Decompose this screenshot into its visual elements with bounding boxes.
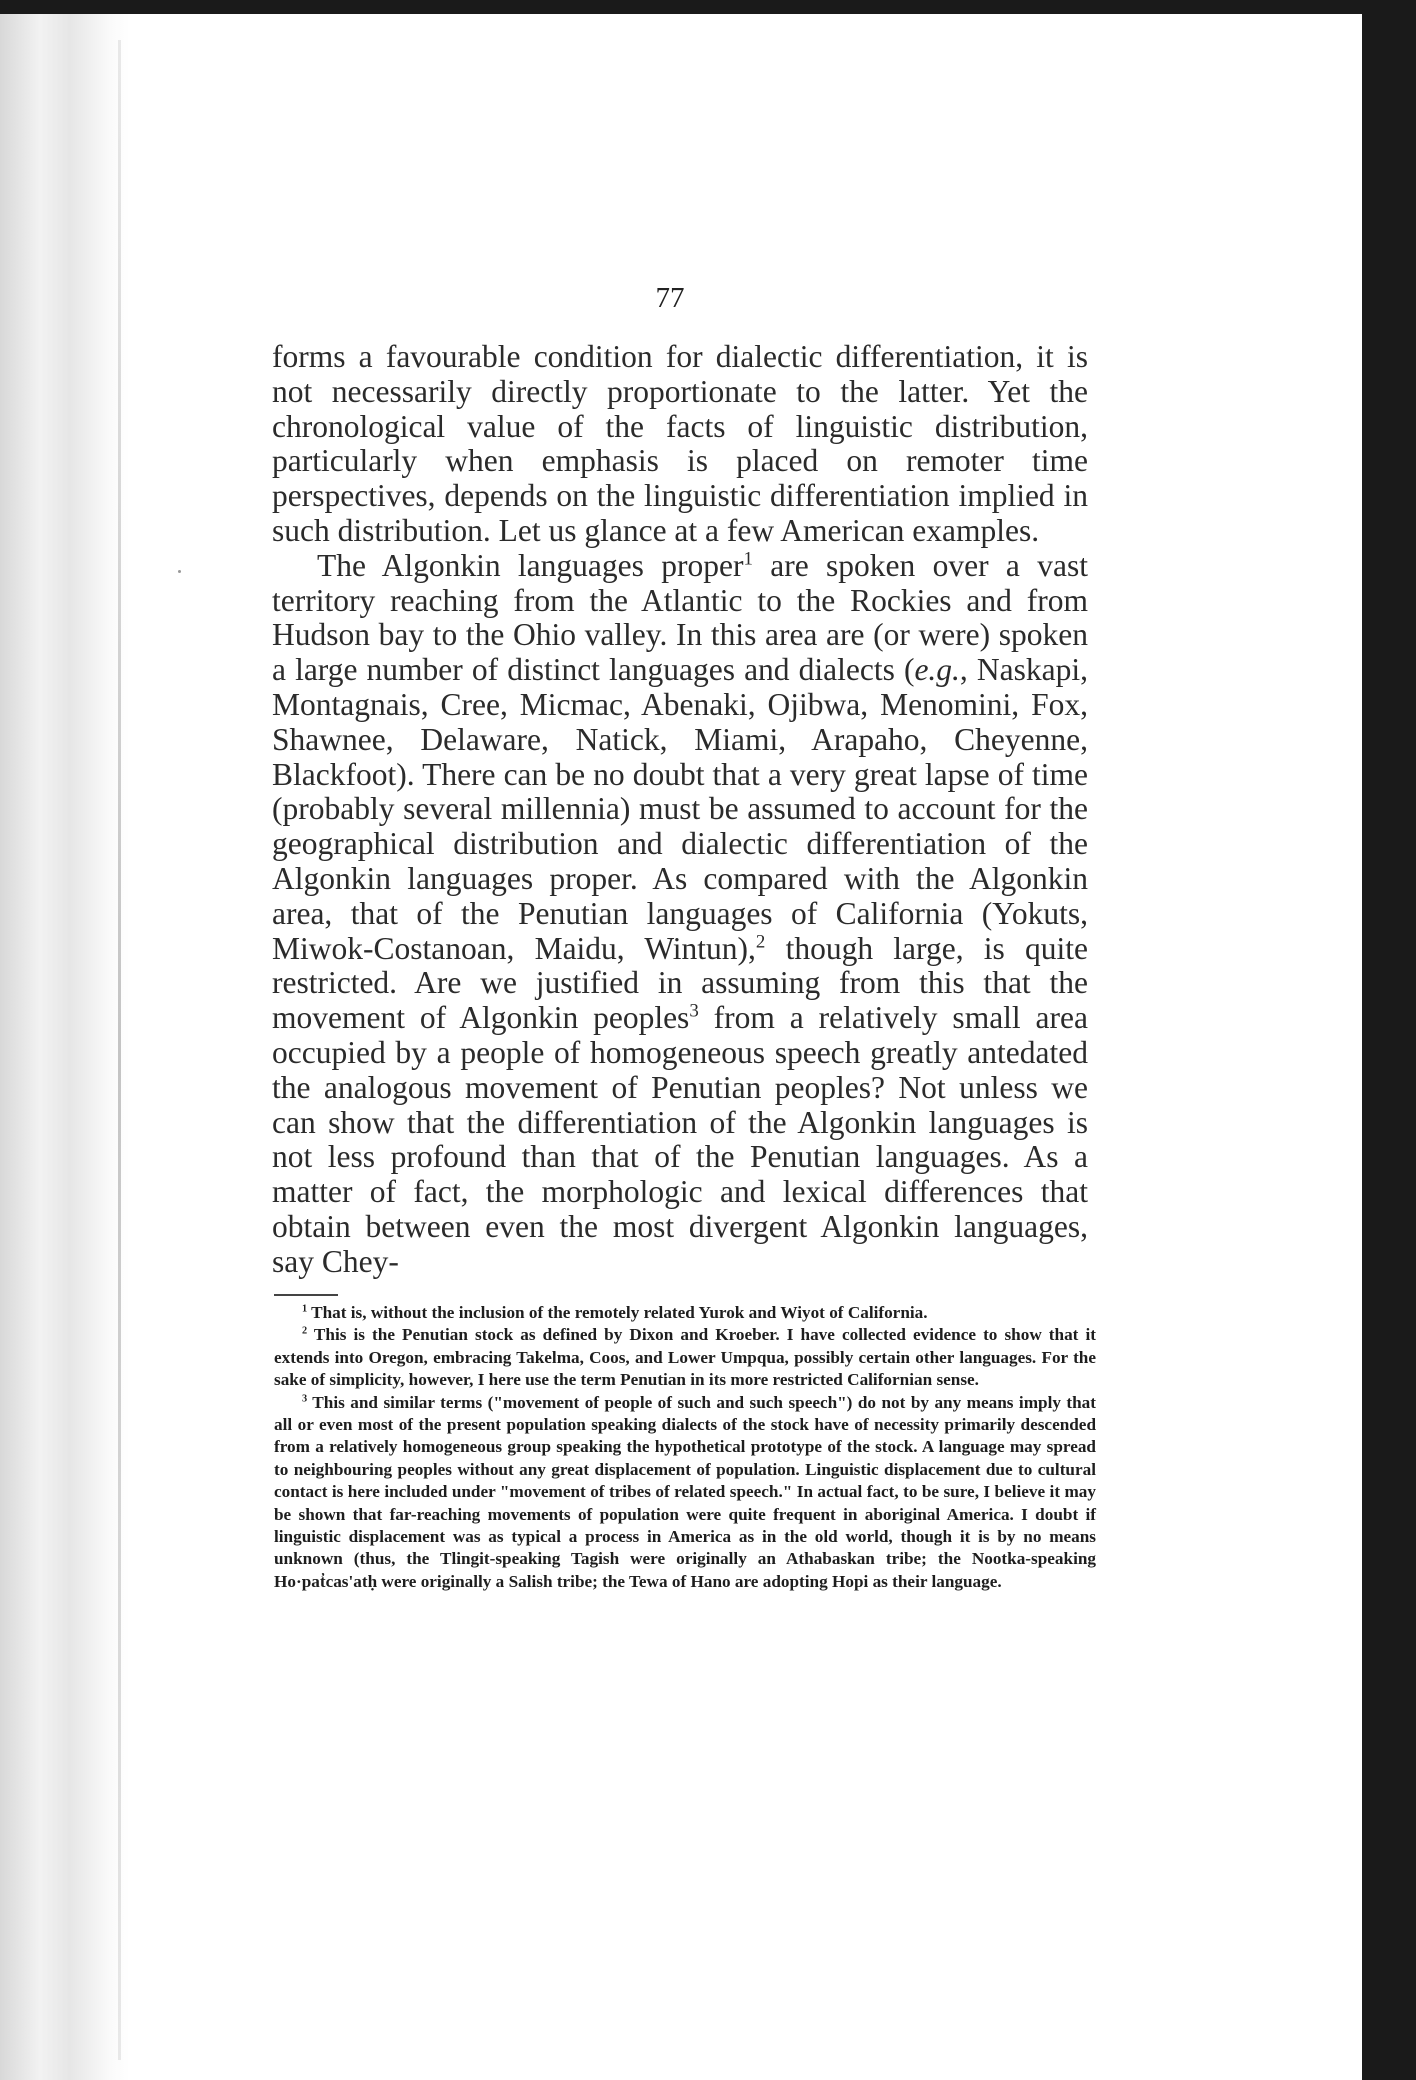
page-number: 77 <box>655 282 685 314</box>
text-run: forms a favourable condition for dialectic differentiation, it is not necessarily directly proportionate to the latter. Yet the chronological value of the facts of linguistic distribution, particularly when emphasis is placed on remoter time perspectives, depends on the linguistic differentiation implied in such distribution. Let us glance at a few American examples. <box>272 339 1088 548</box>
text-run: , Naskapi, Montagnais, Cree, Micmac, Abenaki, Ojibwa, Menomini, Fox, Shawnee, Delaware, Natick, Miami, Arapaho, Cheyenne, Blackfoot). There can be no doubt that a very great lapse of time (probably several millennia) must be assumed to account for the geographical distribution and dialectic differentiation of the Algonkin languages proper. As compared with the Algonkin area, that of the Penutian languages of California (Yokuts, Miwok-Costanoan, Maidu, Wintun), <box>272 652 1088 966</box>
text-run: The Algonkin languages proper <box>317 547 744 583</box>
footnote-3 <box>274 1392 1096 1594</box>
paragraph-1 <box>272 340 1088 549</box>
footnote-text: This is the Penutian stock as defined by Dixon and Kroeber. I have collected evidence to show that it extends into Oregon, embracing Takelma, Coos, and Lower Umpqua, possibly certain other languages. For the sake of simplicity, however, I here use the term Penutian in its more restricted Californian sense. <box>274 1325 1096 1390</box>
italic-eg: e.g. <box>914 652 960 688</box>
footnote-ref-2: 2 <box>755 931 766 953</box>
text-run: though large, is quite restricted. Are we justified in assuming from this that the movement of Algonkin peoples <box>272 930 1088 1036</box>
footnote-ref-1: 1 <box>743 548 753 570</box>
text-run: from a relatively small area occupied by a people of homogeneous speech greatly antedated the analogous movement of Penutian peoples? Not unless we can show that the differentiation of the Algonkin languages is not less profound than that of the Penutian languages. As a matter of fact, the morphologic and lexical differences that obtain between even the most divergent Algonkin languages, say Chey- <box>272 1000 1088 1279</box>
book-gutter <box>0 14 130 2080</box>
body-text <box>272 340 1088 1280</box>
footnotes <box>274 1302 1096 1593</box>
paragraph-2 <box>272 549 1088 1280</box>
footnote-mark: 1 <box>302 1303 308 1315</box>
footnote-ref-3: 3 <box>689 1000 699 1022</box>
footnote-mark: 3 <box>302 1392 308 1404</box>
footnote-text: This and similar terms ("movement of people of such and such speech") do not by any means imply that all or even most of the present population speaking dialects of the stock have of necessity primarily descended from a relatively homogeneous group speaking the hypothetical prototype of the stock. A language may spread to neighbouring peoples without any great displacement of population. Linguistic displacement due to cultural contact is here included under "movement of tribes of related speech." In actual fact, to be sure, I believe it may be shown that far-reaching movements of population were quite frequent in aboriginal America. I doubt if linguistic displacement was as typical a process in America as in the old world, though it is by no means unknown (thus, the Tlingit-speaking Tagish were originally an Athabaskan tribe; the Nootka-speaking Ho·pat̓cas'atḥ were originally a Salish tribe; the Tewa of Hano are adopting Hopi as their language. <box>274 1392 1096 1591</box>
footnote-rule <box>274 1294 338 1296</box>
footnote-1 <box>274 1302 1096 1324</box>
footnote-2 <box>274 1324 1096 1391</box>
spine-shadow <box>118 40 121 2060</box>
scan-speck <box>178 570 181 573</box>
text-run: are spoken over a vast territory reaching from the Atlantic to the Rockies and from Hudson bay to the Ohio valley. In this area are (or were) spoken a large number of distinct languages and dialects ( <box>272 547 1088 688</box>
footnote-mark: 2 <box>302 1325 308 1337</box>
footnote-text: That is, without the inclusion of the remotely related Yurok and Wiyot of California. <box>307 1303 928 1322</box>
